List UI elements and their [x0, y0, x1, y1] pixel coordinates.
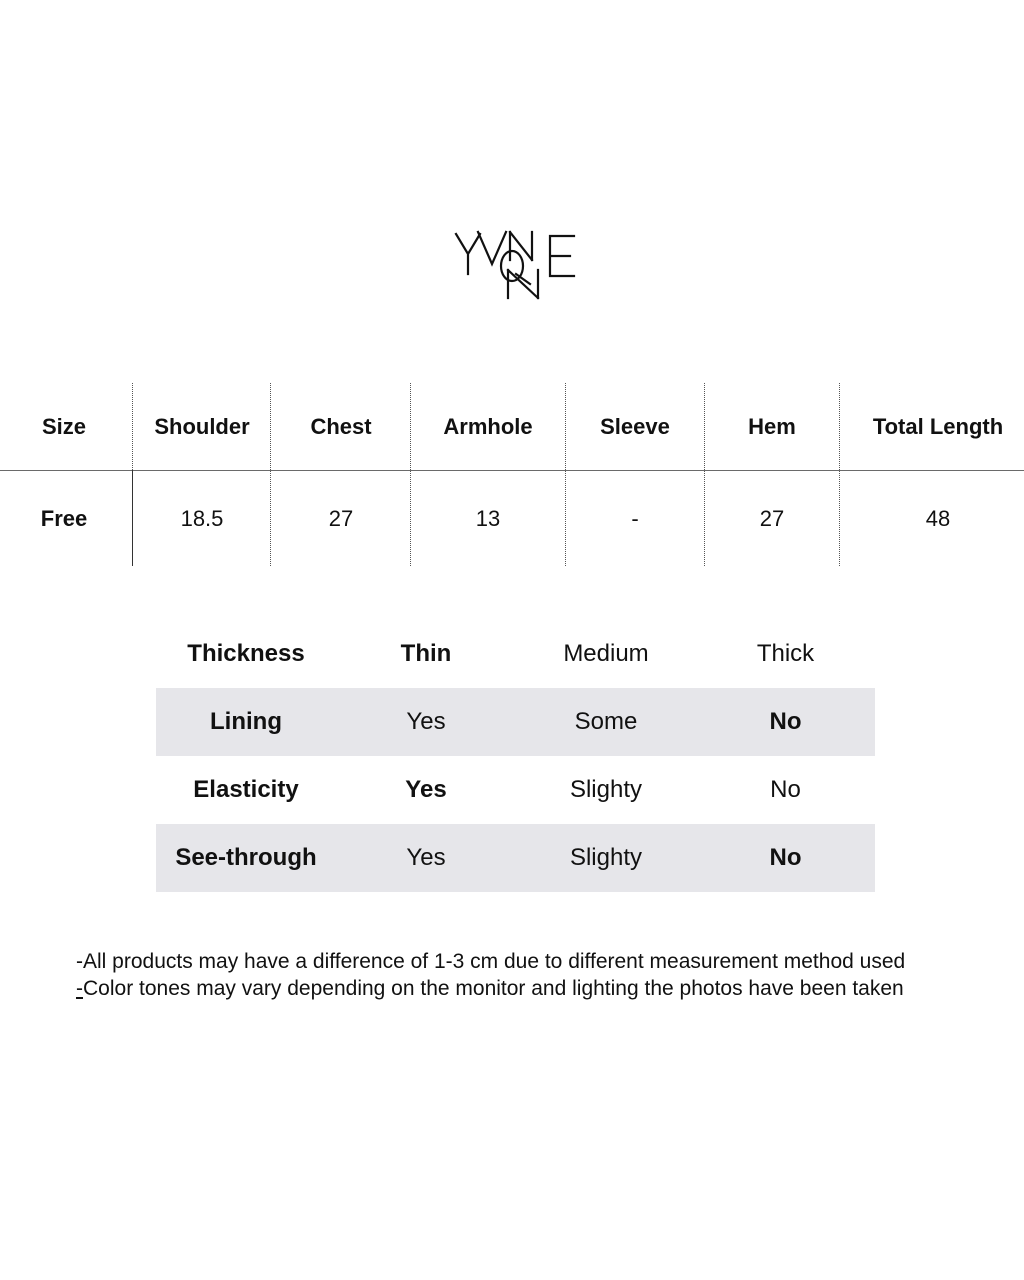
fabric-option: No [770, 776, 801, 803]
fabric-row-lining [156, 688, 875, 756]
disclaimer-dash: - [76, 977, 83, 1000]
fabric-row-see-through [156, 824, 875, 892]
brand-logo [440, 212, 590, 307]
size-chart-header-hem: Hem [748, 414, 796, 439]
disclaimer-text: Color tones may vary depending on the monitor and lighting the photos have been taken [83, 977, 904, 1000]
disclaimer-notes [76, 948, 905, 1002]
size-chart-divider [0, 470, 1024, 471]
fabric-label: Elasticity [193, 776, 299, 803]
size-chart-cell-chest: 27 [328, 505, 354, 531]
size-chart-header-sleeve: Sleeve [600, 414, 670, 439]
size-chart-column-divider [704, 383, 705, 566]
size-chart-cell-sleeve: - [631, 505, 639, 531]
brand-logo-icon [440, 212, 590, 307]
fabric-option: Slighty [569, 776, 643, 803]
size-chart-column-divider [270, 383, 271, 566]
size-chart-cell-total-length: 48 [925, 505, 951, 531]
fabric-option-selected: Yes [405, 776, 447, 803]
size-chart-table [0, 383, 1024, 566]
size-chart-header-shoulder: Shoulder [154, 414, 250, 439]
fabric-row-elasticity [156, 756, 875, 824]
size-chart-column-divider [839, 383, 840, 566]
disclaimer-line [76, 975, 905, 1002]
fabric-row-thickness [156, 620, 875, 688]
fabric-option: Thick [756, 640, 815, 667]
size-chart-column-divider [132, 470, 133, 566]
size-chart-cell-shoulder: 18.5 [180, 505, 224, 531]
fabric-option-selected: Thin [400, 640, 452, 667]
size-chart-cell-armhole: 13 [475, 505, 501, 531]
size-chart-header-armhole: Armhole [443, 414, 533, 439]
fabric-option: Some [574, 708, 638, 735]
size-chart-cell-hem: 27 [759, 505, 785, 531]
size-chart-column-divider [565, 383, 566, 566]
fabric-option-selected: No [769, 844, 802, 871]
fabric-label: Thickness [187, 640, 305, 667]
disclaimer-line: -All products may have a difference of 1-3 cm due to different measurement method used [76, 950, 906, 973]
fabric-option: Yes [406, 708, 446, 735]
size-chart-cell-size: Free [40, 505, 88, 531]
fabric-label: See-through [175, 844, 317, 871]
size-chart-header-total-length: Total Length [872, 414, 1004, 439]
size-chart-header-chest: Chest [310, 414, 372, 439]
size-chart-header-size: Size [41, 414, 87, 439]
size-chart-column-divider [132, 383, 133, 470]
fabric-label: Lining [210, 708, 282, 735]
fabric-option: Medium [563, 640, 649, 667]
fabric-option: Yes [406, 844, 446, 871]
fabric-option-selected: No [769, 708, 802, 735]
size-chart-column-divider [410, 383, 411, 566]
fabric-properties-table [156, 620, 875, 892]
fabric-option: Slighty [569, 844, 643, 871]
